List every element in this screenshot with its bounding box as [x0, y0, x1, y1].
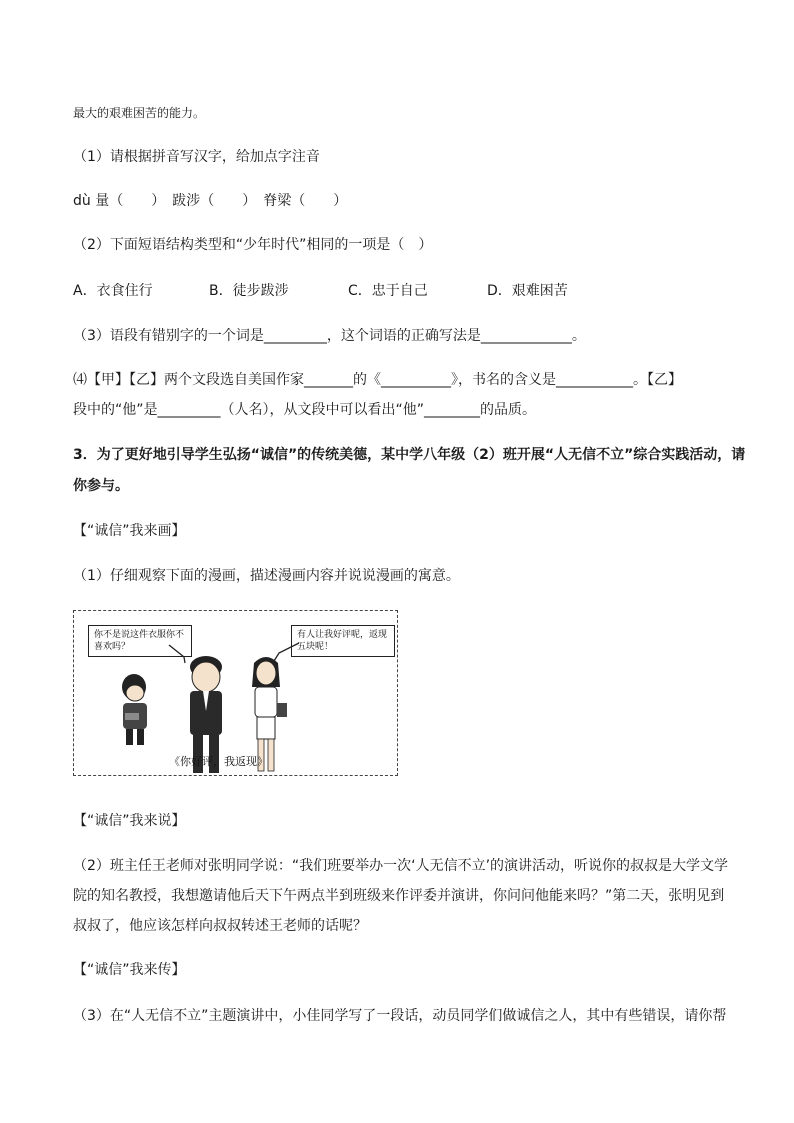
- comic-caption: 《你好评，我返现》: [169, 755, 268, 768]
- question-3: （3）语段有错别字的一个词是_________，这个词语的正确写法是_____________。: [73, 328, 586, 344]
- option-d: D．艰难困苦: [487, 283, 568, 299]
- heading-draw: 【“诚信”我来画】: [73, 523, 186, 539]
- question-4-line-2: 段中的“他”是_________（人名），从文段中可以看出“他”________的品质。: [73, 402, 537, 418]
- paragraph-3-line-1: （3）在“人无信不立”主题演讲中，小佳同学写了一段话，动员同学们做诚信之人，其中有些错误，请你帮: [73, 1008, 727, 1024]
- child-figure: [122, 674, 147, 745]
- comic-illustration: [73, 610, 398, 776]
- option-c: C．忠于自己: [348, 283, 428, 299]
- section-3-line-2: 你参与。: [73, 478, 129, 494]
- paragraph-1: （1）仔细观察下面的漫画，描述漫画内容并说说漫画的寓意。: [73, 568, 460, 584]
- bubble-tail-left: [169, 645, 185, 663]
- text-line: 最大的艰难困苦的能力。: [73, 106, 206, 120]
- paragraph-2-line-2: 院的知名教授，我想邀请他后天下午两点半到班级来作评委并演讲，你问问他能来吗？”第二天，张明见到: [73, 888, 725, 904]
- question-2: （2）下面短语结构类型和“少年时代”相同的一项是（ ）: [73, 237, 433, 253]
- paragraph-2-line-1: （2）班主任王老师对张明同学说：“我们班要举办一次‘人无信不立’的演讲活动，听说你的叔叔是大学文学: [73, 858, 729, 874]
- question-1-items: dù 量（ ） 跋涉（ ） 脊梁（ ）: [73, 193, 348, 209]
- section-3-line-1: 3．为了更好地引导学生弘扬“诚信”的传统美德，某中学八年级（2）班开展“人无信不立”综合实践活动，请: [73, 447, 746, 463]
- heading-speak: 【“诚信”我来说】: [73, 813, 186, 829]
- speech-bubble-right: 有人让我好评呢，返现五块呢！: [291, 625, 395, 657]
- option-a: A．衣食住行: [73, 283, 153, 299]
- question-1: （1）请根据拼音写汉字，给加点字注音: [73, 149, 320, 165]
- bubble-tail-right: [274, 643, 299, 661]
- comic-figures: [74, 611, 396, 774]
- speech-bubble-left: 你不是说这件衣服你不喜欢吗？: [88, 625, 192, 657]
- paragraph-2-line-3: 叔叔了，他应该怎样向叔叔转述王老师的话呢？: [73, 918, 367, 934]
- heading-spread: 【“诚信”我来传】: [73, 962, 186, 978]
- question-4-line-1: ⑷【甲】【乙】两个文段选自美国作家_______的《__________》，书名的含义是___________。【乙】: [73, 372, 682, 388]
- option-b: B．徒步跋涉: [209, 283, 289, 299]
